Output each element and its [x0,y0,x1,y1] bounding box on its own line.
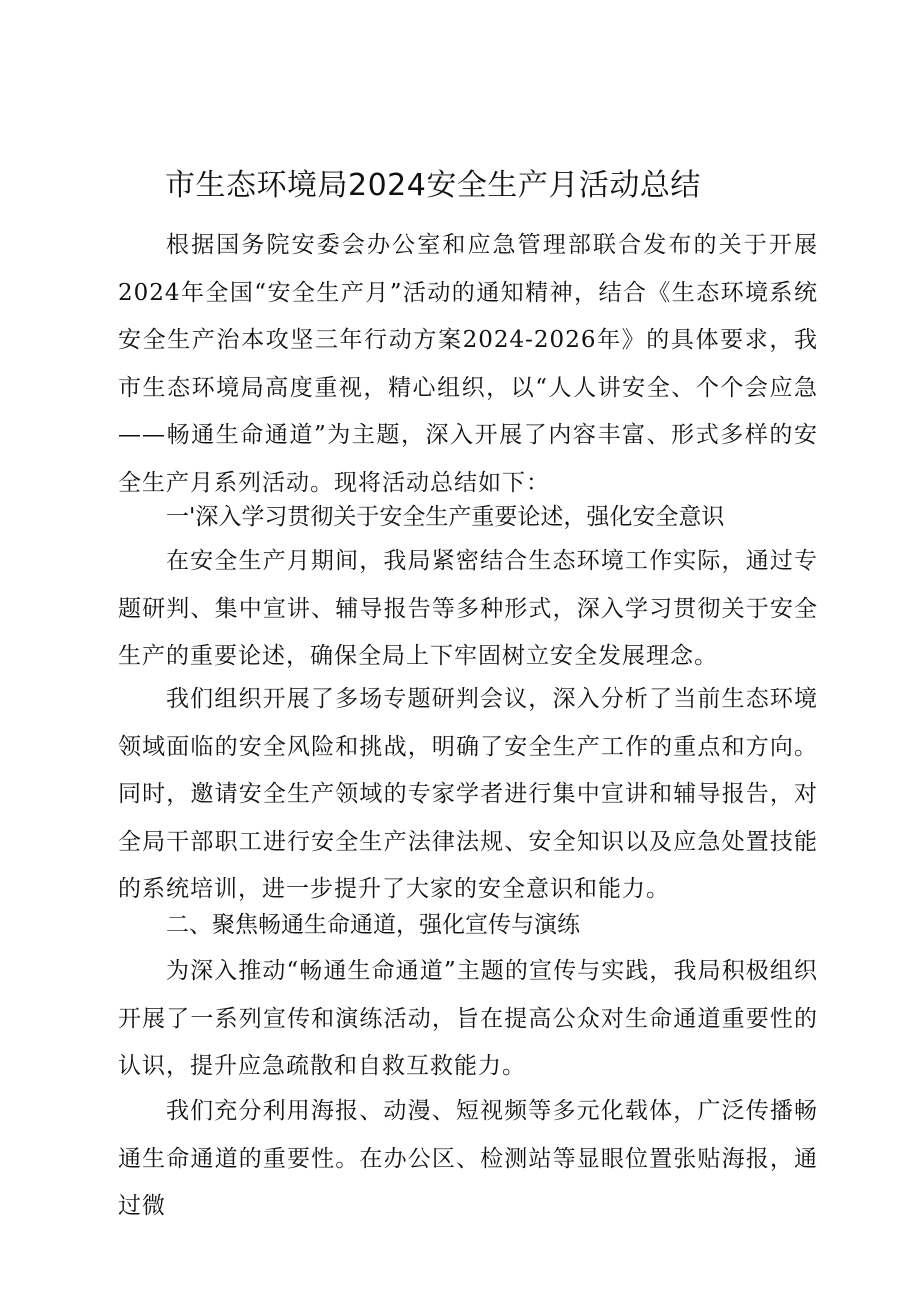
section-2-paragraph-2: 我们充分利用海报、动漫、短视频等多元化载体，广泛传播畅通生命通道的重要性。在办公区、检测站等显眼位置张贴海报，通过微 [118,1098,818,1219]
section-1-paragraph-1: 在安全生产月期间，我局紧密结合生态环境工作实际，通过专题研判、集中宣讲、辅导报告等多种形式，深入学习贯彻关于安全生产的重要论述，确保全局上下牢固树立安全发展理念。 [118,548,818,669]
section-2-paragraph-1: 为深入推动“畅通生命通道”主题的宣传与实践，我局积极组织开展了一系列宣传和演练活动，旨在提高公众对生命通道重要性的认识，提升应急疏散和自救互救能力。 [118,958,818,1079]
section-heading-1: 一'深入学习贯彻关于安全生产重要论述，强化安全意识 [166,504,725,530]
intro-paragraph: 根据国务院安委会办公室和应急管理部联合发布的关于开展2024年全国“安全生产月”活动的通知精神，结合《生态环境系统安全生产治本攻坚三年行动方案2024-2026年》的具体要求，我市生态环境局高度重视，精心组织，以“人人讲安全、个个会应急——畅通生命通道”为主题，深入开展了内容丰富、形式多样的安全生产月系列活动。现将活动总结如下： [118,232,818,496]
section-1-paragraph-2: 我们组织开展了多场专题研判会议，深入分析了当前生态环境领域面临的安全风险和挑战，明确了安全生产工作的重点和方向。同时，邀请安全生产领域的专家学者进行集中宣讲和辅导报告，对全局干部职工进行安全生产法律法规、安全知识以及应急处置技能的系统培训，进一步提升了大家的安全意识和能力。 [118,686,818,902]
section-heading-2: 二、聚焦畅通生命通道，强化宣传与演练 [166,912,580,938]
document-title: 市生态环境局2024安全生产月活动总结 [165,168,701,203]
